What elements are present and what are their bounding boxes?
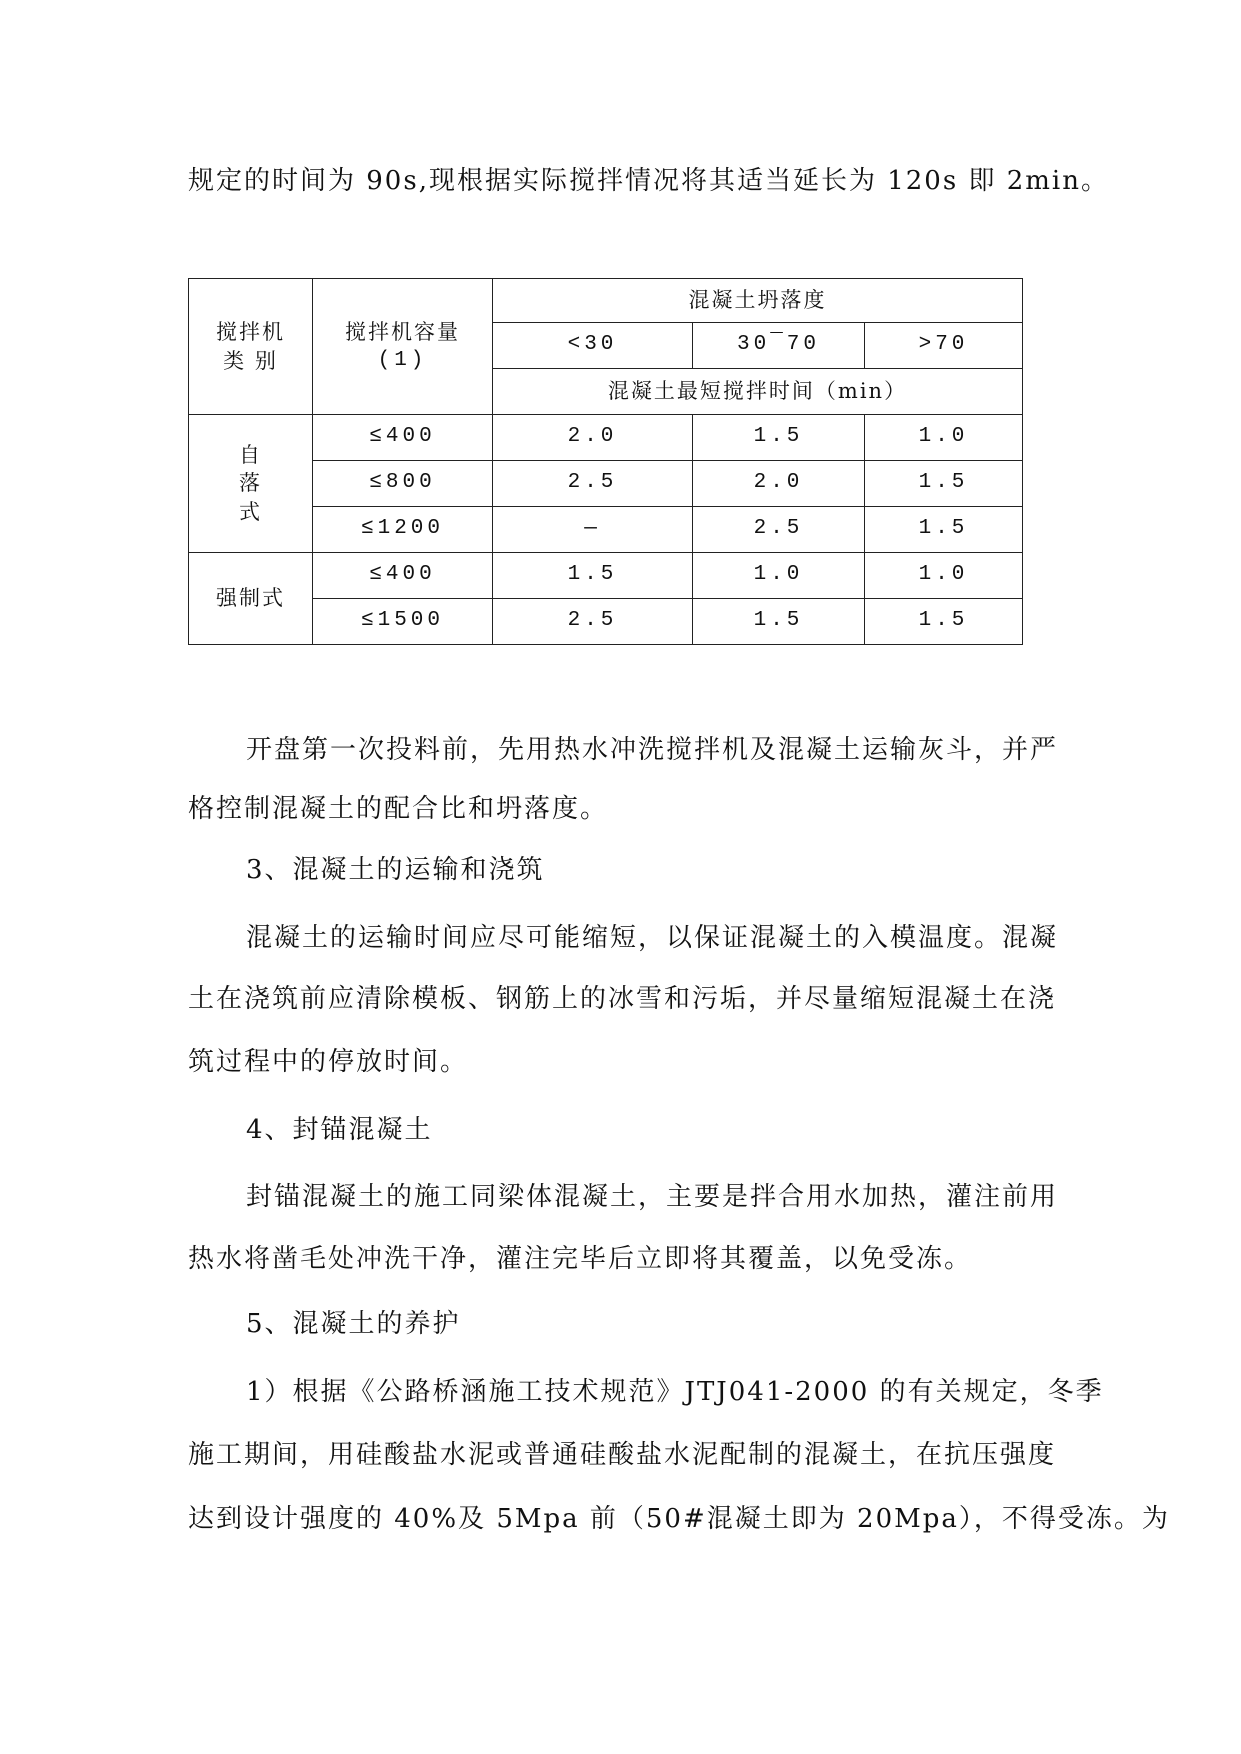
value-cell: 1.0 — [693, 553, 865, 599]
paragraph-line: 达到设计强度的 40%及 5Mpa 前（50#混凝土即为 20Mpa），不得受冻。为 — [188, 1504, 1170, 1534]
intro-line: 规定的时间为 90s,现根据实际搅拌情况将其适当延长为 120s 即 2min。 — [188, 166, 1109, 196]
header-min-time: 混凝土最短搅拌时间（min） — [493, 369, 1023, 415]
header-mixer-capacity: 搅拌机容量 (1) — [313, 279, 493, 415]
value-cell: — — [493, 507, 693, 553]
mixing-time-table — [188, 278, 1023, 645]
table-row — [189, 461, 1023, 507]
paragraph-line: 土在浇筑前应清除模板、钢筋上的冰雪和污垢，并尽量缩短混凝土在浇 — [188, 984, 1057, 1014]
table-row — [189, 507, 1023, 553]
table-row — [189, 599, 1023, 645]
capacity-cell: ≤1500 — [313, 599, 493, 645]
section-heading: 5、混凝土的养护 — [246, 1309, 461, 1339]
value-cell: 2.0 — [693, 461, 865, 507]
capacity-cell: ≤400 — [313, 415, 493, 461]
header-slump: 混凝土坍落度 — [493, 279, 1023, 323]
value-cell: 1.5 — [865, 599, 1023, 645]
slump-col-3: >70 — [865, 323, 1023, 369]
header-mixer-type: 搅拌机 类 别 — [189, 279, 313, 415]
paragraph-line: 混凝土的运输时间应尽可能缩短，以保证混凝土的入模温度。混凝 — [246, 923, 1059, 953]
paragraph-line: 封锚混凝土的施工同梁体混凝土，主要是拌合用水加热，灌注前用 — [246, 1182, 1059, 1212]
value-cell: 1.5 — [865, 507, 1023, 553]
paragraph-line: 格控制混凝土的配合比和坍落度。 — [188, 794, 609, 824]
capacity-cell: ≤1200 — [313, 507, 493, 553]
section-heading: 3、混凝土的运输和浇筑 — [246, 855, 545, 885]
paragraph-line: 施工期间，用硅酸盐水泥或普通硅酸盐水泥配制的混凝土，在抗压强度 — [188, 1440, 1057, 1470]
table-row — [189, 415, 1023, 461]
value-cell: 1.5 — [693, 415, 865, 461]
slump-col-2: 30¯70 — [693, 323, 865, 369]
capacity-cell: ≤800 — [313, 461, 493, 507]
value-cell: 2.5 — [693, 507, 865, 553]
value-cell: 1.0 — [865, 415, 1023, 461]
capacity-cell: ≤400 — [313, 553, 493, 599]
paragraph-line: 1）根据《公路桥涵施工技术规范》JTJ041-2000 的有关规定，冬季 — [246, 1377, 1104, 1407]
value-cell: 1.0 — [865, 553, 1023, 599]
group-self-falling: 自 落 式 — [189, 415, 313, 553]
paragraph-line: 热水将凿毛处冲洗干净，灌注完毕后立即将其覆盖，以免受冻。 — [188, 1244, 973, 1274]
value-cell: 2.5 — [493, 599, 693, 645]
value-cell: 2.0 — [493, 415, 693, 461]
slump-col-1: <30 — [493, 323, 693, 369]
paragraph-line: 筑过程中的停放时间。 — [188, 1047, 469, 1077]
value-cell: 2.5 — [493, 461, 693, 507]
value-cell: 1.5 — [865, 461, 1023, 507]
section-heading: 4、封锚混凝土 — [246, 1115, 433, 1145]
group-forced: 强制式 — [189, 553, 313, 645]
value-cell: 1.5 — [693, 599, 865, 645]
paragraph-line: 开盘第一次投料前，先用热水冲洗搅拌机及混凝土运输灰斗，并严 — [246, 735, 1059, 765]
table-row — [189, 553, 1023, 599]
value-cell: 1.5 — [493, 553, 693, 599]
